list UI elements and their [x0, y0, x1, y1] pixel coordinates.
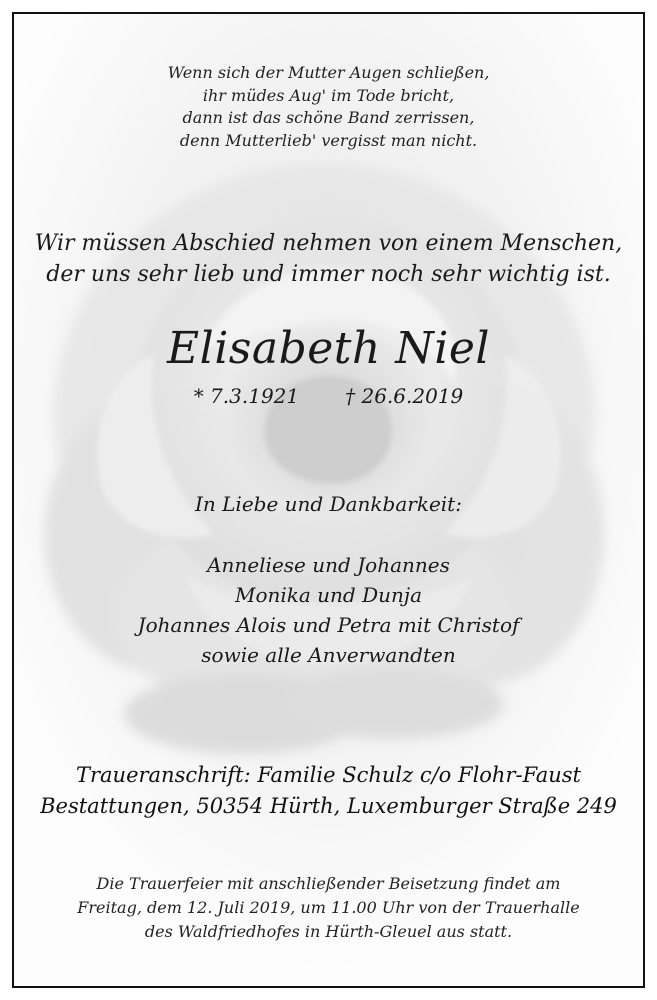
deceased-name: Elisabeth Niel — [167, 323, 490, 374]
gratitude-line: In Liebe und Dankbarkeit: — [195, 492, 462, 516]
mourner-entry: Anneliese und Johannes — [207, 553, 450, 577]
mourner-entry: Monika und Dunja — [234, 583, 423, 607]
obituary-frame — [12, 12, 645, 988]
service-line: Die Trauerfeier mit anschließender Beisetzung findet am — [96, 874, 561, 893]
poem-line: Wenn sich der Mutter Augen schließen, — [167, 63, 490, 82]
funeral-service-info — [14, 872, 643, 944]
service-line: Freitag, dem 12. Juli 2019, um 11.00 Uhr von der Trauerhalle — [77, 898, 580, 917]
life-dates — [14, 382, 643, 410]
mourner-entry: Johannes Alois und Petra mit Christof — [137, 613, 520, 637]
poem — [14, 62, 643, 152]
service-line: des Waldfriedhofes in Hürth-Gleuel aus statt. — [144, 922, 513, 941]
birth-date: * 7.3.1921 — [193, 384, 300, 408]
mourning-address — [14, 760, 643, 822]
intro-line: Wir müssen Abschied nehmen von einem Menschen, — [34, 231, 623, 256]
poem-line: dann ist das schöne Band zerrissen, — [182, 108, 475, 127]
address-line: Traueranschrift: Familie Schulz c/o Flohr-Faust — [75, 763, 581, 787]
address-line: Bestattungen, 50354 Hürth, Luxemburger Straße 249 — [40, 794, 617, 818]
mourners-list — [14, 550, 643, 670]
poem-line: ihr müdes Aug' im Tode bricht, — [202, 85, 455, 105]
intro-text — [14, 228, 643, 290]
mourner-entry: sowie alle Anverwandten — [201, 643, 456, 667]
death-date: † 26.6.2019 — [345, 384, 464, 408]
intro-line: der uns sehr lieb und immer noch sehr wichtig ist. — [46, 262, 611, 287]
poem-line: denn Mutterlieb' vergisst man nicht. — [179, 130, 478, 150]
obituary-content — [14, 14, 643, 986]
